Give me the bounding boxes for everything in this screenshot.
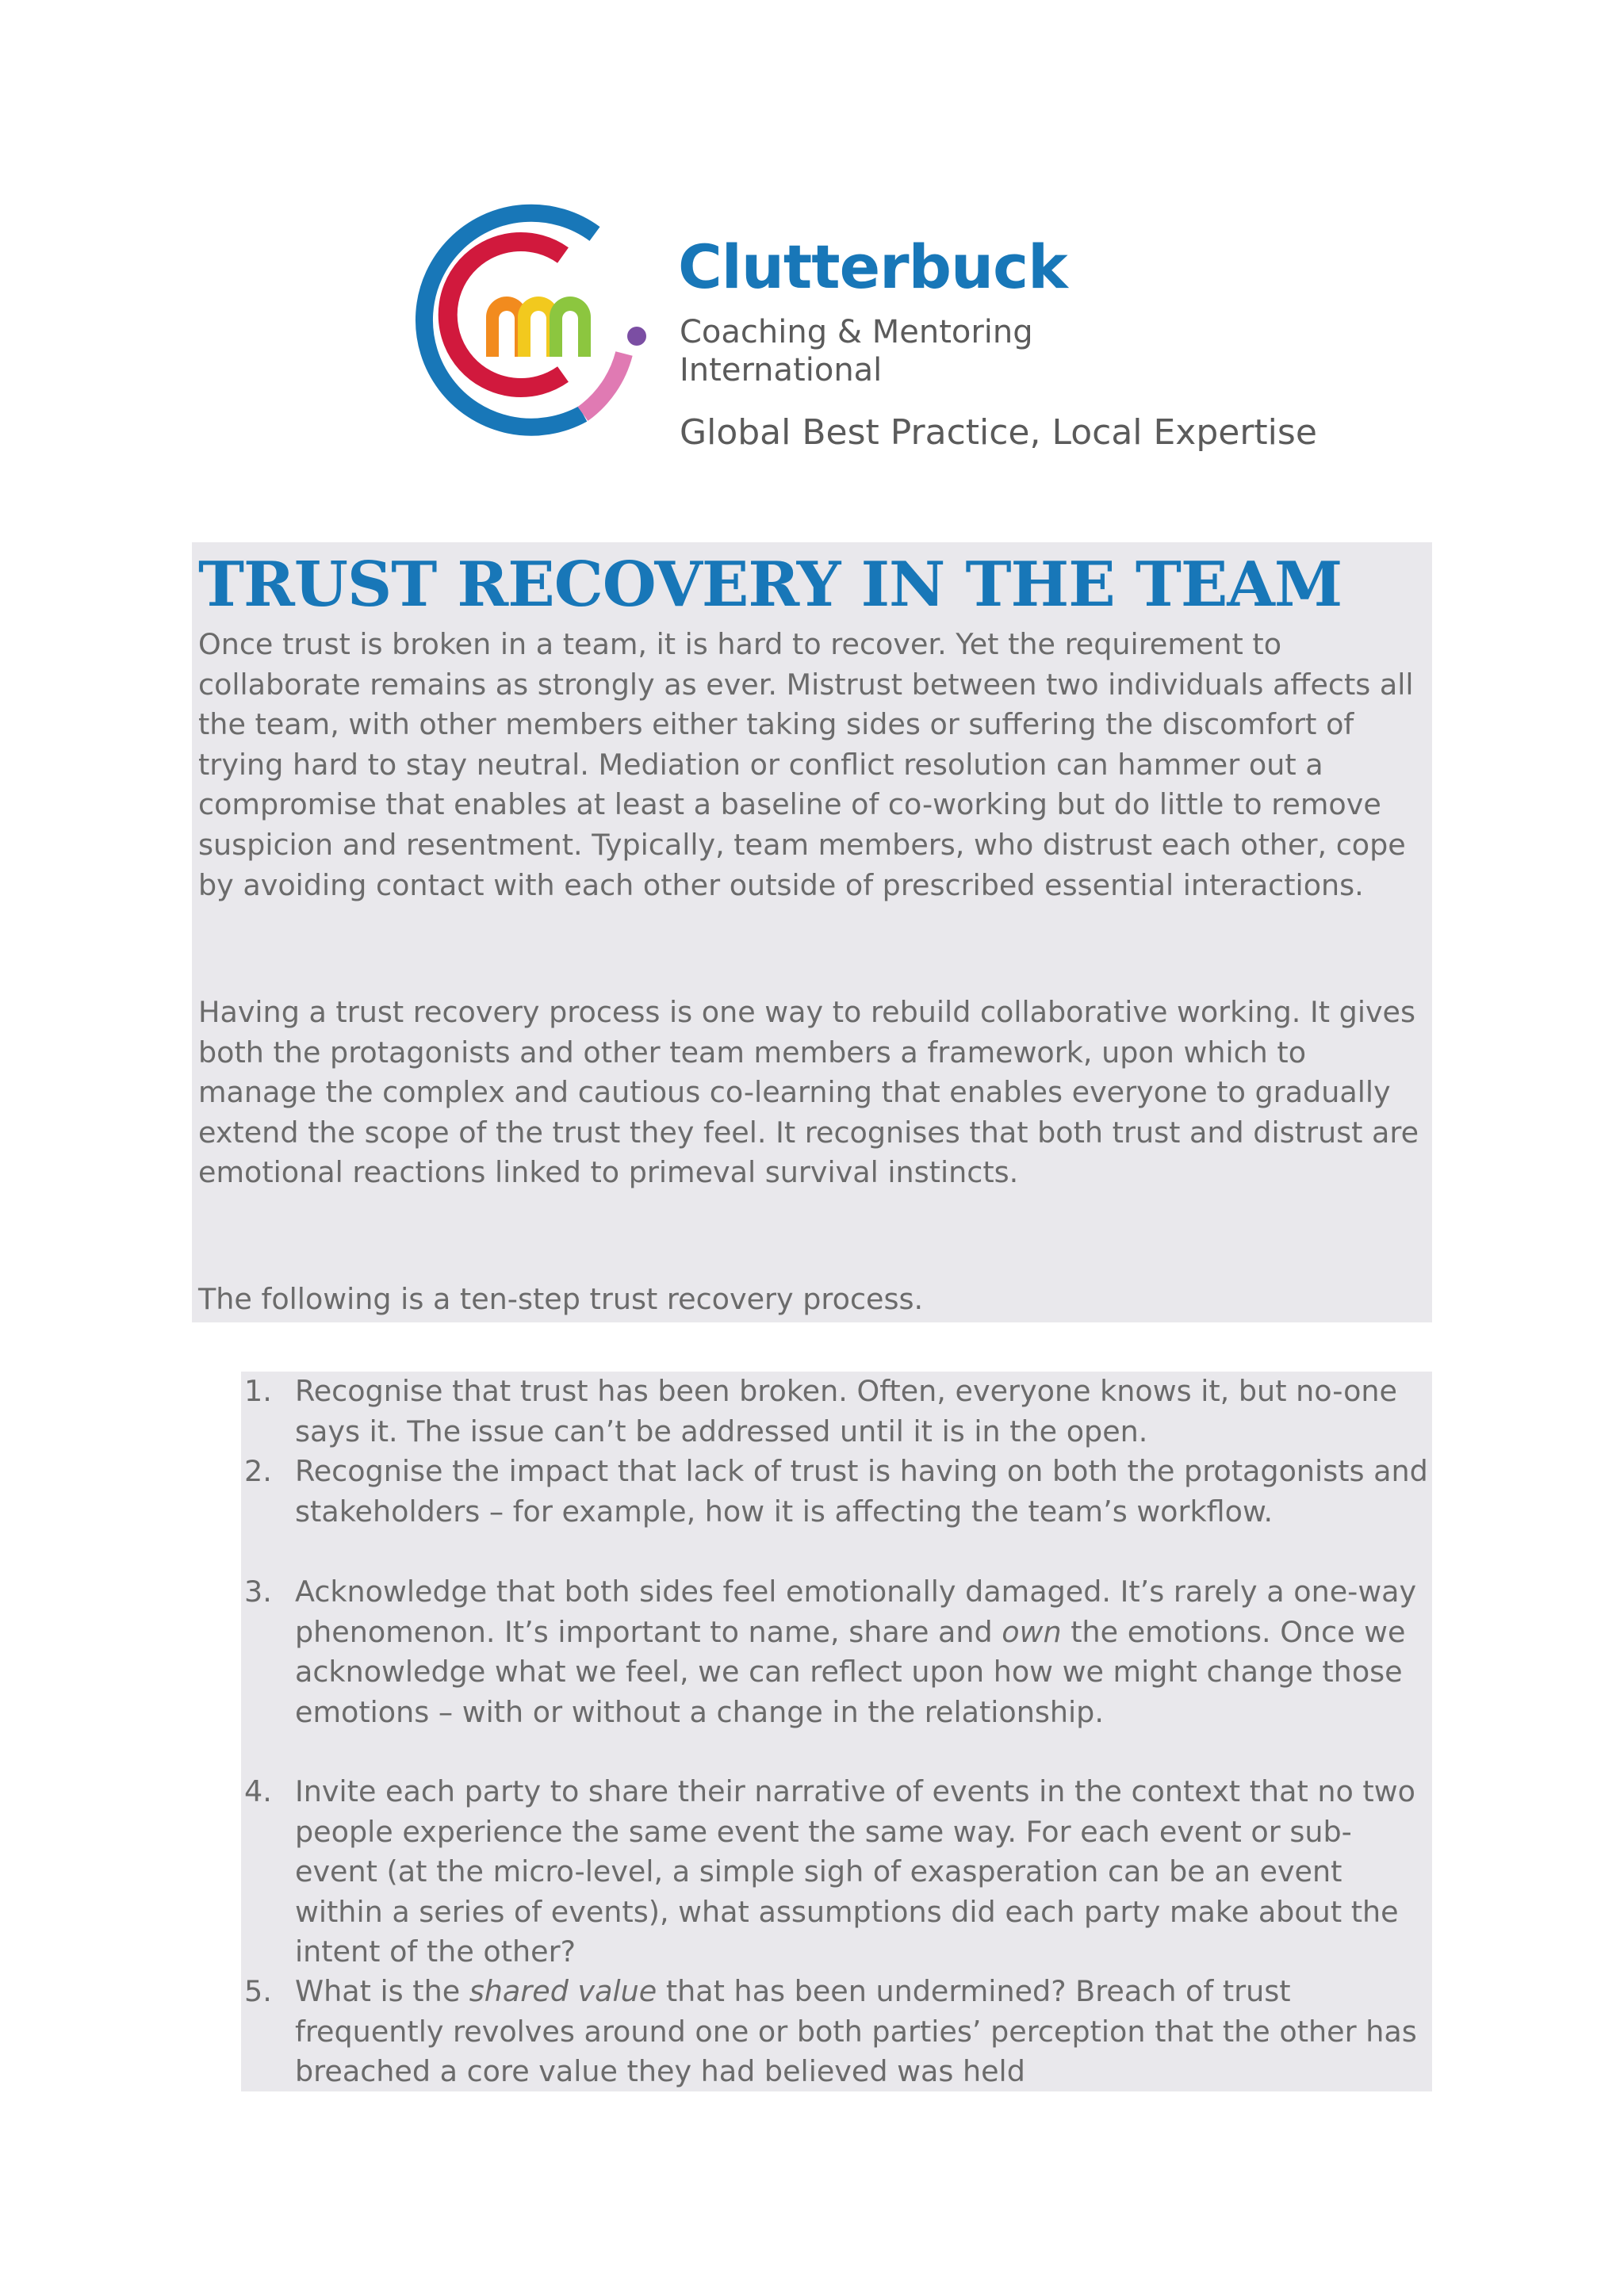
intro-paragraph-1: Once trust is broken in a team, it is hard to recover. Yet the requirement to collaborate remains as strongly as ever. Mistrust between two individuals affects all the team, with other members either taking sides or suffering the discomfort of trying hard to stay neutral. Mediation or conflict resolution can hammer out a compromise that enables at least a baseline of co-working but do little to remove suspicion and resentment. Typically, team members, who distrust each other, cope by avoiding contact with each other outside of prescribed essential interactions. <box>198 627 1414 902</box>
page-title: TRUST RECOVERY IN THE TEAM <box>198 549 1342 621</box>
brand-subtitle-line2: International <box>680 352 883 388</box>
step-text-part: the emotions. Once we acknowledge what we feel, we can reflect upon how we might change those emotions – with or without a change in the relationship. <box>295 1614 1406 1729</box>
brand-header <box>393 190 1344 492</box>
step-number: 3. <box>244 1575 272 1609</box>
step-text-part: Acknowledge that both sides feel emotionally damaged. It’s rarely a one-way phenomenon. It’s important to name, share and <box>295 1575 1417 1649</box>
step-text <box>295 1572 1432 1732</box>
intro-paragraph-3: The following is a ten-step trust recovery process. <box>198 1282 924 1316</box>
step-number: 4. <box>244 1774 272 1808</box>
step-text-part: What is the <box>295 1974 469 2008</box>
ccmi-logo-icon <box>393 190 654 452</box>
steps-list <box>241 1372 1432 2091</box>
intro-section <box>192 542 1432 1322</box>
intro-paragraph-2: Having a trust recovery process is one way to rebuild collaborative working. It gives both the protagonists and other team members a framework, upon which to manage the complex and cautious co-learning that enables everyone to gradually extend the scope of the trust they feel. It recognises that both trust and distrust are emotional reactions linked to primeval survival instincts. <box>198 995 1419 1190</box>
step-text <box>295 1972 1432 2091</box>
step-number: 5. <box>244 1974 272 2008</box>
brand-name: Clutterbuck <box>678 232 1067 302</box>
step-number: 2. <box>244 1454 272 1488</box>
brand-subtitle-line1: Coaching & Mentoring <box>680 314 1033 350</box>
step-text: Recognise that trust has been broken. Often, everyone knows it, but no-one says it. The issue can’t be addressed until it is in the open. <box>295 1374 1398 1448</box>
step-text: Invite each party to share their narrative of events in the context that no two people experience the same event the same way. For each event or sub-event (at the micro-level, a simple sigh of exasperation can be an event within a series of events), what assumptions did each party make about the intent of the other? <box>295 1774 1415 1969</box>
step-number: 1. <box>244 1374 272 1408</box>
brand-tagline: Global Best Practice, Local Expertise <box>680 412 1317 453</box>
step-text-part: that has been undermined? Breach of trust frequently revolves around one or both parties’ perception that the other has breached a core value they had believed was held <box>295 1974 1417 2089</box>
step-text-emphasis: shared value <box>469 1974 657 2008</box>
step-text-emphasis: own <box>1002 1614 1062 1649</box>
step-text: Recognise the impact that lack of trust is having on both the protagonists and stakeholders – for example, how it is affecting the team’s workflow. <box>295 1454 1428 1529</box>
